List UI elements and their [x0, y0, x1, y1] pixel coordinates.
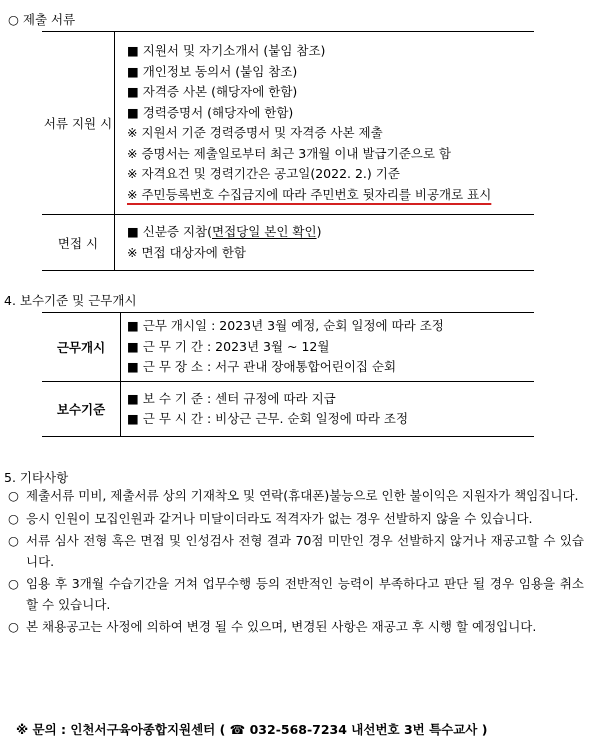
submission-documents-table [42, 31, 534, 271]
list-item: ■ 보 수 기 준 : 센터 규정에 따라 지급 [127, 390, 336, 406]
document-screening-row [42, 32, 534, 215]
list-item: ■ 자격증 사본 (해당자에 한함) [127, 84, 298, 99]
privacy-notice-highlight: ※ 주민등록번호 수집금지에 따라 주민번호 뒷자리를 비공개로 표시 [127, 186, 492, 202]
circle-bullet-icon: ○ [8, 576, 19, 591]
circle-bullet-icon: ○ [8, 533, 19, 548]
list-item: ○ 본 채용공고는 사정에 의하여 변경 될 수 있으며, 변경된 사항은 재공고 후 시행 할 예정입니다. [8, 617, 584, 638]
pay-standard-list [121, 382, 535, 437]
list-item: ■ 근 무 장 소 : 서구 관내 장애통합어린이집 순회 [127, 359, 397, 375]
list-item: ※ 면접 대상자에 한함 [127, 244, 246, 260]
list-item: ○ 응시 인원이 모집인원과 같거나 미달이더라도 적격자가 없는 경우 선발하지 않을 수 있습니다. [8, 509, 584, 530]
list-item: ■ 근 무 시 간 : 비상근 근무. 순회 일정에 따라 조정 [127, 411, 409, 426]
pay-and-work-table [42, 312, 534, 437]
circle-bullet-icon: ○ [8, 488, 19, 503]
work-start-row [42, 313, 534, 382]
list-item: ○ 제출서류 미비, 제출서류 상의 기재착오 및 연락(휴대폰)불능으로 인한 불이익은 지원자가 책임집니다. [8, 486, 584, 507]
pay-section-title: 4. 보수기준 및 근무개시 [4, 293, 137, 308]
interview-label: 면접 시 [42, 215, 115, 271]
circle-bullet-icon: ○ [8, 510, 19, 526]
list-item: ○ 임용 후 3개월 수습기간을 거쳐 업무수행 등의 전반적인 능력이 부족하다고 판단 될 경우 임용을 취소할 수 있습니다. [8, 574, 584, 615]
work-start-label: 근무개시 [42, 313, 121, 382]
other-notes-list [8, 486, 584, 638]
work-start-list [121, 313, 535, 382]
contact-info: ※ 문의 : 인천서구육아종합지원센터 ( ☎ 032-568-7234 내선번호 3번 특수교사 ) [16, 722, 488, 737]
list-item: ■ 근 무 기 간 : 2023년 3월 ~ 12월 [127, 338, 330, 354]
list-item: ■ 근무 개시일 : 2023년 3월 예정, 순회 일정에 따라 조정 [127, 318, 444, 334]
document-screening-list [115, 32, 535, 215]
list-item: ■ 지원서 및 자기소개서 (붙임 참조) [127, 43, 326, 58]
pay-standard-row [42, 382, 534, 437]
submission-section-title: ○ 제출 서류 [8, 12, 76, 27]
interview-list [115, 215, 535, 271]
document-screening-label: 서류 지원 시 [42, 32, 115, 215]
id-check-underlined: 면접당일 본인 확인 [212, 224, 317, 239]
list-item: ■ 개인정보 동의서 (붙임 참조) [127, 63, 298, 79]
interview-row [42, 215, 534, 271]
list-item: ■ 경력증명서 (해당자에 한함) [127, 104, 294, 120]
list-item: ■ 신분증 지참(면접당일 본인 확인) [127, 224, 322, 239]
list-item: ※ 증명서는 제출일로부터 최근 3개월 이내 발급기준으로 함 [127, 145, 451, 161]
circle-bullet-icon: ○ [8, 619, 19, 634]
list-item: ※ 지원서 기준 경력증명서 및 자격증 사본 제출 [127, 125, 383, 140]
list-item: ○ 서류 심사 전형 혹은 면접 및 인성검사 전형 결과 70점 미만인 경우 선발하지 않거나 재공고할 수 있습니다. [8, 531, 584, 572]
list-item: ※ 자격요건 및 경력기간은 공고일(2022. 2.) 기준 [127, 166, 400, 181]
pay-standard-label: 보수기준 [42, 382, 121, 437]
other-section-title: 5. 기타사항 [4, 470, 69, 485]
